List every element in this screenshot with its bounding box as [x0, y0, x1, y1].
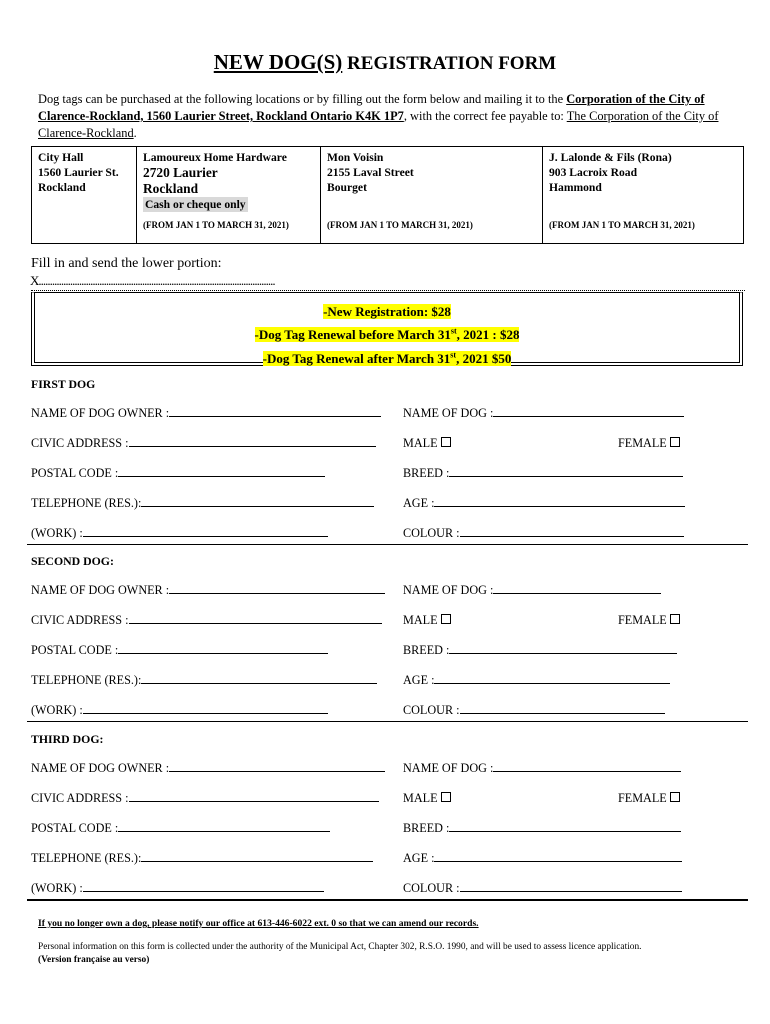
female-checkbox[interactable] [670, 614, 680, 624]
label-text: BREED : [403, 466, 450, 480]
label-text: TELEPHONE (RES.): [31, 851, 142, 865]
label-text: AGE : [403, 496, 435, 510]
owner-name-label [31, 583, 385, 598]
label-text: NAME OF DOG : [403, 761, 494, 775]
civic-address-label [31, 613, 382, 628]
colour-label [403, 703, 665, 718]
dog-name-label [403, 583, 661, 598]
payment-note: Cash or cheque only [145, 198, 246, 211]
colour-label [403, 526, 684, 541]
cut-line: X......................................................................................................... [30, 273, 275, 288]
fee-text: , 2021 : $28 [456, 327, 520, 343]
location-name: J. Lalonde & Fils (Rona) [549, 151, 672, 164]
location-city-hall [32, 147, 136, 243]
location-name: Lamoureux Home Hardware [143, 151, 287, 164]
colour-field[interactable] [460, 535, 684, 537]
work-phone-field[interactable] [83, 890, 324, 892]
breed-field[interactable] [449, 652, 677, 654]
page-title [0, 50, 770, 75]
civic-address-field[interactable] [129, 445, 376, 447]
label-text: CIVIC ADDRESS : [31, 613, 129, 627]
intro-end: . [133, 126, 137, 140]
location-town: Bourget [327, 181, 367, 194]
fee-new-registration: -New Registration: $28 [323, 304, 451, 319]
label-text: BREED : [403, 643, 450, 657]
dog-name-field[interactable] [493, 415, 684, 417]
male-option [403, 791, 451, 806]
work-phone-field[interactable] [83, 712, 328, 714]
dog-name-label [403, 761, 681, 776]
label-text: NAME OF DOG OWNER : [31, 761, 170, 775]
label-text: NAME OF DOG : [403, 583, 494, 597]
label-text: CIVIC ADDRESS : [31, 791, 129, 805]
male-checkbox[interactable] [441, 614, 451, 624]
notify-notice: If you no longer own a dog, please notify our office at 613-446-6022 ext. 0 so that we can amend our records. [38, 918, 479, 929]
civic-address-field[interactable] [129, 800, 379, 802]
telephone-label [31, 496, 374, 511]
privacy-text: Personal information on this form is collected under the authority of the Municipal Act, Chapter 302, R.S.O. 1990, and will be used to assess licence application. [38, 942, 642, 952]
dog-name-field[interactable] [493, 592, 661, 594]
owner-name-field[interactable] [169, 415, 381, 417]
female-checkbox[interactable] [670, 792, 680, 802]
female-option [618, 613, 680, 628]
owner-name-label [31, 761, 385, 776]
colour-label [403, 881, 682, 896]
title-underlined: NEW DOG(S) [213, 50, 343, 74]
label-text: TELEPHONE (RES.): [31, 673, 142, 687]
intro-payee: The Corporation of the City of Clarence-Rockland [38, 109, 719, 140]
label-text: BREED : [403, 821, 450, 835]
postal-code-label [31, 821, 330, 836]
work-phone-label [31, 526, 328, 541]
location-town: Rockland [143, 181, 199, 196]
civic-address-field[interactable] [129, 622, 382, 624]
location-town: Hammond [549, 181, 602, 194]
section-heading: THIRD DOG: [31, 732, 104, 746]
cut-mark: X [30, 273, 39, 288]
age-field[interactable] [434, 505, 685, 507]
fee-renewal-before [255, 327, 520, 342]
age-label [403, 673, 670, 688]
label-text: COLOUR : [403, 526, 460, 540]
label-text: AGE : [403, 851, 435, 865]
label-text: MALE [403, 436, 438, 450]
location-dates: (FROM JAN 1 TO MARCH 31, 2021) [143, 220, 289, 230]
label-text: COLOUR : [403, 703, 460, 717]
postal-code-field[interactable] [118, 475, 325, 477]
label-text: FEMALE [618, 613, 667, 627]
civic-address-label [31, 791, 379, 806]
work-phone-label [31, 881, 324, 896]
section-heading: FIRST DOG [31, 377, 96, 391]
fill-instruction: Fill in and send the lower portion: [31, 256, 222, 271]
breed-label [403, 643, 677, 658]
label-text: (WORK) : [31, 703, 83, 717]
telephone-field[interactable] [141, 682, 377, 684]
label-text: NAME OF DOG : [403, 406, 494, 420]
label-text: POSTAL CODE : [31, 821, 119, 835]
age-label [403, 496, 685, 511]
locations-table [31, 146, 744, 244]
cut-divider [31, 290, 745, 291]
privacy-statement [38, 941, 642, 967]
telephone-field[interactable] [141, 505, 374, 507]
fee-text: , 2021 $50 [456, 350, 512, 366]
male-option [403, 613, 451, 628]
work-phone-label [31, 703, 328, 718]
breed-label [403, 821, 681, 836]
age-label [403, 851, 682, 866]
location-name: City Hall [38, 151, 84, 164]
fee-box [31, 292, 743, 366]
fee-text: -Dog Tag Renewal after March 31 [262, 350, 451, 366]
colour-field[interactable] [460, 890, 682, 892]
colour-field[interactable] [460, 712, 665, 714]
label-text: MALE [403, 613, 438, 627]
female-option [618, 436, 680, 451]
telephone-label [31, 673, 377, 688]
intro-address: Corporation of the City of Clarence-Rockland, 1560 Laurier Street, Rockland Ontario K4K 1P7 [38, 92, 705, 123]
label-text: TELEPHONE (RES.): [31, 496, 142, 510]
label-text: MALE [403, 791, 438, 805]
location-town: Rockland [38, 181, 86, 194]
version-note: (Version française au verso) [38, 955, 150, 965]
intro-paragraph [38, 91, 744, 142]
postal-code-field[interactable] [118, 830, 330, 832]
dog-name-field[interactable] [493, 770, 681, 772]
label-text: (WORK) : [31, 526, 83, 540]
intro-text-2: , with the correct fee payable to: [403, 109, 567, 123]
label-text: POSTAL CODE : [31, 466, 119, 480]
section-divider [27, 721, 748, 722]
label-text: POSTAL CODE : [31, 643, 119, 657]
label-text: (WORK) : [31, 881, 83, 895]
male-checkbox[interactable] [441, 792, 451, 802]
fee-sup: st [450, 350, 457, 360]
label-text: NAME OF DOG OWNER : [31, 406, 170, 420]
male-checkbox[interactable] [441, 437, 451, 447]
fee-renewal-after [263, 351, 512, 366]
location-mon-voisin [320, 147, 542, 243]
location-address: 1560 Laurier St. [38, 166, 119, 179]
postal-code-field[interactable] [118, 652, 328, 654]
female-checkbox[interactable] [670, 437, 680, 447]
work-phone-field[interactable] [83, 535, 328, 537]
owner-name-field[interactable] [169, 770, 385, 772]
fee-text: -Dog Tag Renewal before March 31 [254, 327, 451, 343]
location-address: 2155 Laval Street [327, 166, 414, 179]
telephone-field[interactable] [141, 860, 373, 862]
female-option [618, 791, 680, 806]
label-text: NAME OF DOG OWNER : [31, 583, 170, 597]
location-address: 2720 Laurier [143, 165, 218, 180]
label-text: COLOUR : [403, 881, 460, 895]
postal-code-label [31, 643, 328, 658]
location-dates: (FROM JAN 1 TO MARCH 31, 2021) [549, 220, 695, 230]
owner-name-label [31, 406, 381, 421]
label-text: FEMALE [618, 791, 667, 805]
civic-address-label [31, 436, 376, 451]
age-field[interactable] [434, 682, 670, 684]
label-text: AGE : [403, 673, 435, 687]
label-text: FEMALE [618, 436, 667, 450]
owner-name-field[interactable] [169, 592, 385, 594]
section-divider [27, 899, 748, 901]
age-field[interactable] [434, 860, 682, 862]
label-text: CIVIC ADDRESS : [31, 436, 129, 450]
male-option [403, 436, 451, 451]
title-rest: REGISTRATION FORM [342, 53, 557, 74]
location-name: Mon Voisin [327, 151, 384, 164]
breed-field[interactable] [449, 475, 683, 477]
location-address: 903 Lacroix Road [549, 166, 638, 179]
breed-field[interactable] [449, 830, 681, 832]
location-lalonde [542, 147, 743, 243]
section-divider [27, 544, 748, 545]
postal-code-label [31, 466, 325, 481]
breed-label [403, 466, 683, 481]
location-home-hardware [136, 147, 320, 243]
telephone-label [31, 851, 373, 866]
intro-text: Dog tags can be purchased at the following locations or by filling out the form below and mailing it to the [38, 92, 567, 106]
section-heading: SECOND DOG: [31, 554, 114, 568]
dog-name-label [403, 406, 684, 421]
fee-sup: st [450, 327, 457, 336]
location-dates: (FROM JAN 1 TO MARCH 31, 2021) [327, 220, 473, 230]
